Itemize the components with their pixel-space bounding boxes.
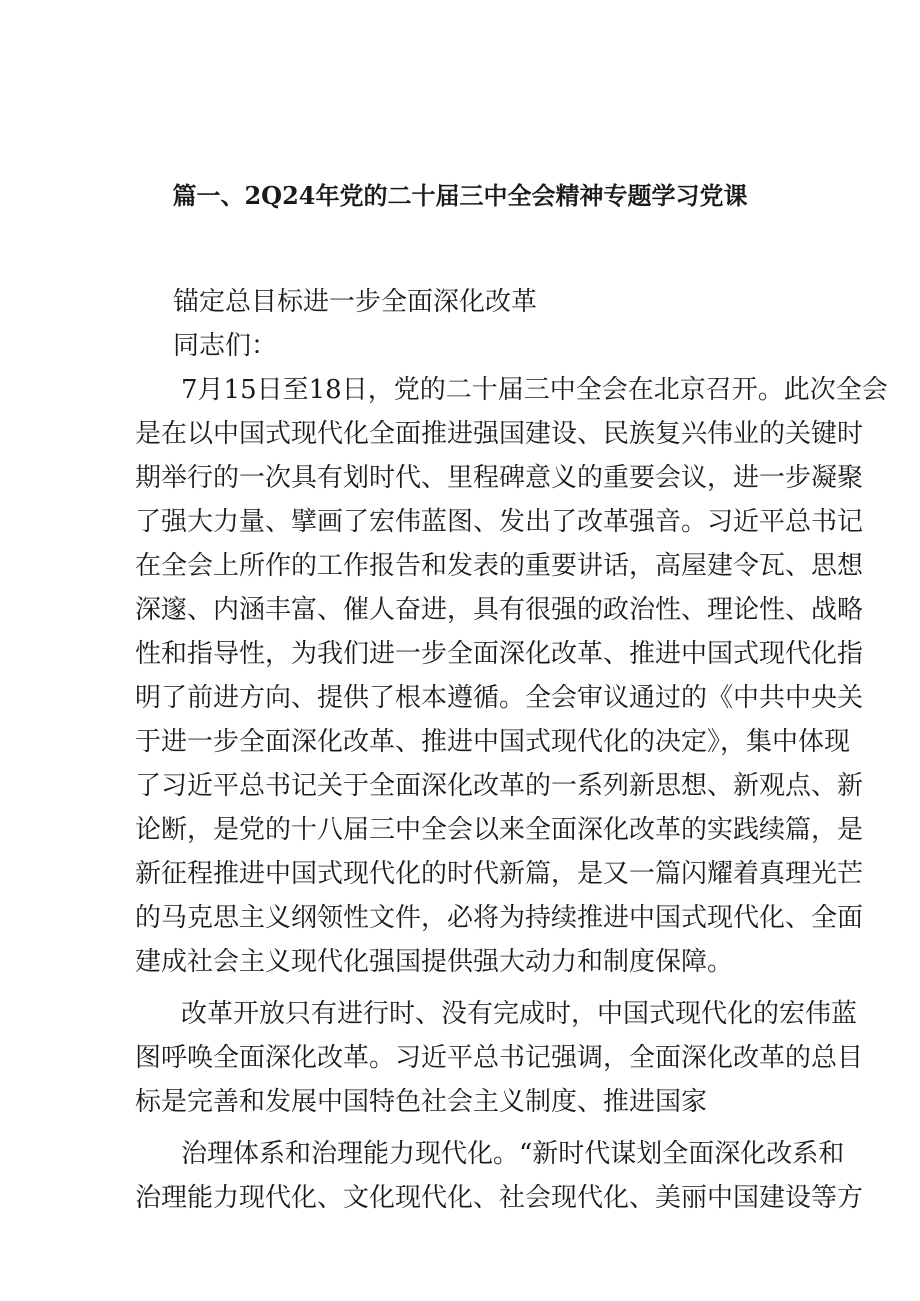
paragraph-line: 于进一步全面深化改革、推进中国式现代化的决定》，集中体现 (135, 727, 851, 757)
paragraph-line: 的马克思主义纲领性文件，必将为持续推进中国式现代化、全面 (135, 903, 864, 933)
paragraph-line: 治理能力现代化、文化现代化、社会现代化、美丽中国建设等方 (135, 1183, 864, 1213)
document-body (135, 280, 888, 1220)
paragraph-1 (135, 368, 888, 984)
paragraph-line: 建成社会主义现代化强国提供强大动力和制度保障。 (135, 947, 734, 977)
paragraph-3 (135, 1132, 864, 1220)
salutation: 同志们： (173, 331, 278, 361)
paragraph-line: 改革开放只有进行时、没有完成时，中国式现代化的宏伟蓝 (181, 999, 858, 1029)
paragraph-line: 论断，是党的十八届三中全会以来全面深化改革的实践续篇，是 (135, 815, 864, 845)
paragraph-line: 在全会上所作的工作报告和发表的重要讲话，高屋建令瓦、思想 (135, 551, 864, 581)
document-title: 篇一、2Q24年党的二十届三中全会精神专题学习党课 (172, 181, 748, 210)
paragraph-line: 深邃、内涵丰富、催人奋进，具有很强的政治性、理论性、战略 (135, 595, 864, 625)
paragraph-line: 7月15日至18日，党的二十届三中全会在北京召开。此次全会 (181, 375, 888, 405)
paragraph-line: 了习近平总书记关于全面深化改革的一系列新思想、新观点、新 (135, 771, 864, 801)
paragraph-2 (135, 992, 864, 1124)
paragraph-line: 治理体系和治理能力现代化。“新时代谋划全面深化改系和 (181, 1139, 845, 1169)
paragraph-line: 新征程推进中国式现代化的时代新篇，是又一篇闪耀着真理光芒 (135, 859, 864, 889)
paragraph-line: 性和指导性，为我们进一步全面深化改革、推进中国式现代化指 (135, 639, 864, 669)
paragraph-line: 明了前进方向、提供了根本遵循。全会审议通过的《中共中央关 (135, 683, 864, 713)
document-subtitle: 锚定总目标进一步全面深化改革 (173, 287, 538, 317)
paragraph-line: 图呼唤全面深化改革。习近平总书记强调，全面深化改革的总目 (135, 1043, 864, 1073)
paragraph-line: 了强大力量、擘画了宏伟蓝图、发出了改革强音。习近平总书记 (135, 507, 864, 537)
paragraph-line: 是在以中国式现代化全面推进强国建设、民族复兴伟业的关键时 (135, 419, 864, 449)
paragraph-line: 标是完善和发展中国特色社会主义制度、推进国家 (135, 1087, 708, 1117)
paragraph-line: 期举行的一次具有划时代、里程碑意义的重要会议，进一步凝聚 (135, 463, 864, 493)
